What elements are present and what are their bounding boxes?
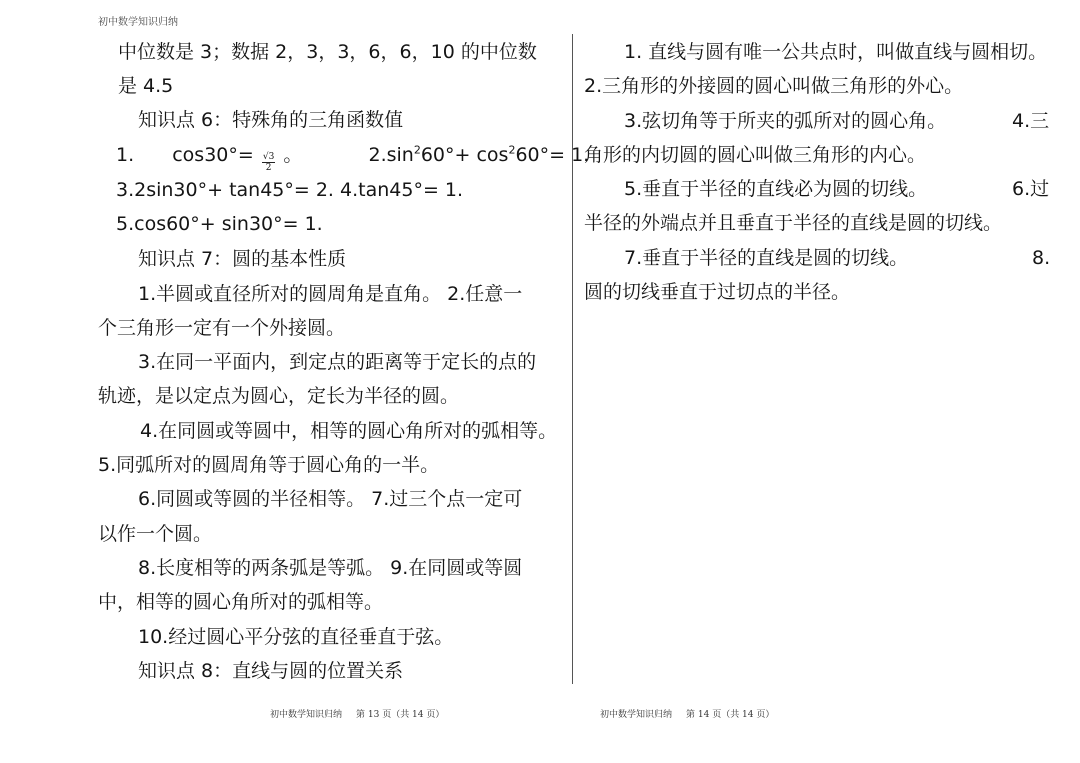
formula-index: 1. bbox=[116, 144, 135, 166]
text-line: 4.三 bbox=[1012, 110, 1050, 132]
formula-text: 60°+ cos bbox=[420, 144, 509, 166]
text-line: 是 4.5 bbox=[118, 75, 174, 97]
footer-page-number: 第 13 页（共 14 页） bbox=[356, 710, 445, 720]
footer-title: 初中数学知识归纳 bbox=[270, 710, 343, 720]
footer-page-number: 第 14 页（共 14 页） bbox=[686, 710, 775, 720]
formula-text: cos30°= bbox=[172, 144, 254, 166]
formula-line: 3.2sin30°+ tan45°= 2. 4.tan45°= 1. bbox=[116, 179, 464, 201]
text-line: 中位数是 3；数据 2，3，3，6，6，10 的中位数 bbox=[118, 41, 537, 63]
text-line: 角形的内切圆的圆心叫做三角形的内心。 bbox=[584, 144, 927, 166]
formula-text: 。 bbox=[283, 144, 303, 166]
text-line: 5.同弧所对的圆周角等于圆心角的一半。 bbox=[98, 454, 440, 476]
superscript: 2 bbox=[413, 143, 421, 157]
text-line: 2.三角形的外接圆的圆心叫做三角形的外心。 bbox=[584, 75, 964, 97]
left-page-footer bbox=[270, 707, 458, 720]
formula-text: 2.sin bbox=[368, 144, 414, 166]
fraction-denominator: 2 bbox=[265, 163, 272, 173]
text-line: 个三角形一定有一个外接圆。 bbox=[98, 317, 346, 339]
column-divider bbox=[572, 34, 573, 684]
footer-title: 初中数学知识归纳 bbox=[600, 710, 673, 720]
superscript: 2 bbox=[508, 143, 516, 157]
text-line: 6.过 bbox=[1012, 178, 1050, 200]
text-line: 5.垂直于半径的直线必为圆的切线。 bbox=[624, 178, 928, 200]
text-line: 3.在同一平面内，到定点的距离等于定长的点的 bbox=[138, 351, 537, 373]
right-page-footer bbox=[600, 707, 788, 720]
text-line: 1. 直线与圆有唯一公共点时，叫做直线与圆相切。 bbox=[624, 41, 1048, 63]
formula-line bbox=[116, 143, 590, 173]
text-line: 8. bbox=[1032, 247, 1051, 269]
fraction-sqrt3-over-2 bbox=[262, 152, 275, 173]
text-line: 以作一个圆。 bbox=[98, 523, 213, 545]
text-line: 1.半圆或直径所对的圆周角是直角。 2.任意一 bbox=[138, 283, 523, 305]
fraction-numerator: √3 bbox=[262, 152, 275, 162]
section-heading: 知识点 6：特殊角的三角函数值 bbox=[138, 109, 404, 131]
section-heading: 知识点 7：圆的基本性质 bbox=[138, 248, 347, 270]
text-line: 8.长度相等的两条弧是等弧。 9.在同圆或等圆 bbox=[138, 557, 523, 579]
text-line: 6.同圆或等圆的半径相等。 7.过三个点一定可 bbox=[138, 488, 523, 510]
text-line: 轨迹，是以定点为圆心，定长为半径的圆。 bbox=[98, 385, 460, 407]
text-line: 中，相等的圆心角所对的弧相等。 bbox=[98, 591, 384, 613]
text-line: 10.经过圆心平分弦的直径垂直于弦。 bbox=[138, 626, 454, 648]
text-line: 3.弦切角等于所夹的弧所对的圆心角。 bbox=[624, 110, 947, 132]
text-line: 半径的外端点并且垂直于半径的直线是圆的切线。 bbox=[584, 212, 1003, 234]
formula-line: 5.cos60°+ sin30°= 1. bbox=[116, 213, 323, 235]
formula-text: 60°= 1. bbox=[515, 144, 590, 166]
text-line: 4.在同圆或等圆中，相等的圆心角所对的弧相等。 bbox=[140, 420, 558, 442]
page-header: 初中数学知识归纳 bbox=[98, 17, 178, 28]
text-line: 圆的切线垂直于过切点的半径。 bbox=[584, 281, 851, 303]
section-heading: 知识点 8：直线与圆的位置关系 bbox=[138, 660, 404, 682]
text-line: 7.垂直于半径的直线是圆的切线。 bbox=[624, 247, 909, 269]
